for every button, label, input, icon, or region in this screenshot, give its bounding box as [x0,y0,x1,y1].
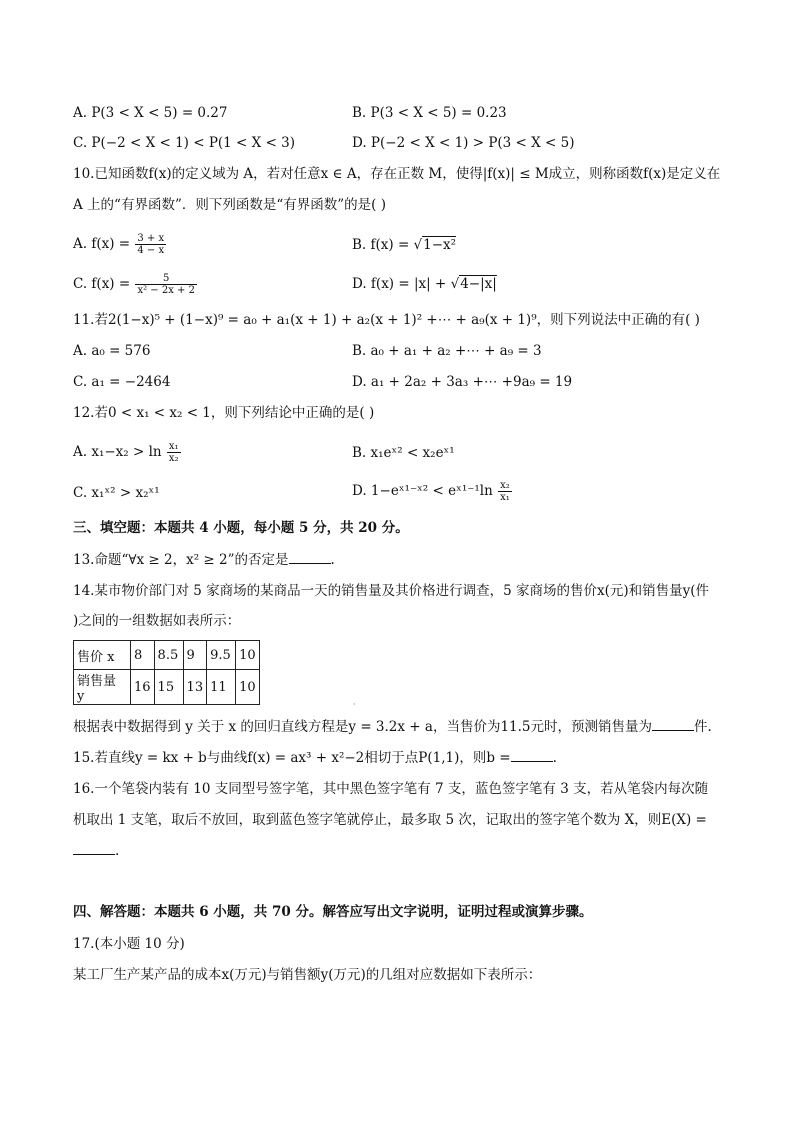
q12-d-denominator: x₁ [500,492,510,503]
q10-c-denominator: x² − 2x + 2 [137,285,195,296]
q10-a-denominator: 4 − x [137,245,165,256]
table-cell: 销售量 y [74,670,131,705]
q12-option-a [73,441,182,464]
q14-data-table [73,640,260,705]
table-cell: 9 [183,641,207,670]
q16-line1: 16.一个笔袋内装有 10 支同型号签字笔，其中黑色签字笔有 7 支，蓝色签字笔有 3 支，若从笔袋内每次随 [73,781,709,797]
table-cell: 13 [183,670,207,705]
table-cell: 10 [236,670,260,705]
q14-line3 [73,718,712,736]
q10-a-numerator: 3 + x [137,233,165,244]
q10-option-a [73,233,167,256]
table-cell: 16 [131,670,155,705]
q10-c-prefix: C. f(x) = [73,276,131,292]
q12-a-fraction [167,441,181,464]
section4-heading: 四、解答题：本题共 6 小题，共 70 分。解答应写出文字说明，证明过程或演算步骤。 [73,904,593,920]
q12-a-numerator: x₁ [168,441,179,452]
q13-text: 13.命题“∀x ≥ 2，x² ≥ 2”的否定是 [73,552,289,568]
answer-blank[interactable] [73,842,115,855]
q10-c-numerator: 5 [135,273,197,285]
answer-blank[interactable] [289,551,331,564]
q9-option-b: B. P(3 < X < 5) = 0.23 [352,105,507,121]
q11-option-a: A. a₀ = 576 [73,343,151,359]
sqrt-icon: √ [413,237,423,253]
sqrt-icon: √ [450,276,460,292]
q10-option-b [352,236,456,254]
answer-blank[interactable] [652,718,694,731]
table-cell: 11 [207,670,236,705]
q17-title: 17.(本小题 10 分) [73,936,185,952]
q10-option-c [73,273,198,296]
q14-line2: )之间的一组数据如表所示： [73,613,241,629]
q15 [73,749,557,767]
q12-a-denominator: x₂ [168,453,179,464]
q9-option-a: A. P(3 < X < 5) = 0.27 [73,105,228,121]
q15-end: . [552,750,557,766]
answer-blank[interactable] [511,749,553,762]
q9-option-d: D. P(−2 < X < 1) > P(3 < X < 5) [352,135,575,151]
q10-stem-line2: A 上的“有界函数”．则下列函数是“有界函数”的是( ) [73,197,386,213]
q10-c-fraction [135,273,197,296]
table-row [74,641,260,670]
table-cell: 10 [236,641,260,670]
q11-option-d: D. a₁ + 2a₂ + 3a₃ +⋯ +9a₉ = 19 [352,374,573,390]
q14-line3-text: 根据表中数据得到 y 关于 x 的回归直线方程是y = 3.2x + a，当售价为11.5元时，预测销售量为 [73,719,653,735]
q11-option-c: C. a₁ = −2464 [73,374,171,390]
table-cell: 8 [131,641,155,670]
q15-text: 15.若直线y = kx + b与曲线f(x) = ax³ + x²−2相切于点P(1,1)，则b = [73,750,511,766]
q12-d-prefix: D. 1−eˣ¹⁻ˣ² < eˣ¹⁻¹ln [352,483,493,499]
q16-line3 [73,842,119,860]
q9-option-c: C. P(−2 < X < 1) < P(1 < X < 3) [73,135,296,151]
q16-line2: 机取出 1 支笔，取后不放回，取到蓝色签字笔就停止，最多取 5 次，记取出的签字笔个数为 X，则E(X) = [73,812,707,828]
q13-end: . [330,552,335,568]
q10-b-radicand: 1−x² [423,237,457,253]
q12-stem: 12.若0 < x₁ < x₂ < 1，则下列结论中正确的是( ) [73,405,375,421]
table-cell: 9.5 [207,641,236,670]
q16-end: . [115,843,120,859]
table-row [74,670,260,705]
q14-line1: 14.某市物价部门对 5 家商场的某商品一天的销售量及其价格进行调查，5 家商场的售价x(元)和销售量y(件 [73,583,710,599]
table-cell: 8.5 [154,641,183,670]
q12-option-d [352,480,513,503]
q12-option-b: B. x₁eˣ² < x₂eˣ¹ [352,445,455,461]
q10-d-prefix: D. f(x) = |x| + [352,276,447,292]
q10-b-prefix: B. f(x) = [352,237,410,253]
q17-text: 某工厂生产某产品的成本x(万元)与销售额y(万元)的几组对应数据如下表所示： [73,967,542,983]
q14-line3-end: 件. [694,719,712,735]
q10-a-fraction [135,233,166,256]
table-cell: 15 [154,670,183,705]
section3-heading: 三、填空题：本题共 4 小题，每小题 5 分，共 20 分。 [73,520,409,536]
q11-option-b: B. a₀ + a₁ + a₂ +⋯ + a₉ = 3 [352,343,542,359]
q10-d-radicand: 4−|x| [460,276,497,292]
q13 [73,551,335,569]
q12-a-prefix: A. x₁−x₂ > ln [73,444,162,460]
q10-a-prefix: A. f(x) = [73,236,131,252]
q12-d-fraction [498,480,512,503]
q11-stem: 11.若2(1−x)⁵ + (1−x)⁹ = a₀ + a₁(x + 1) + a₂(x + 1)² +⋯ + a₉(x + 1)⁹，则下列说法中正确的有( ) [73,312,700,328]
table-cell: 售价 x [74,641,131,670]
q12-option-c: C. x₁ˣ² > x₂ˣ¹ [73,485,160,501]
q10-option-d [352,275,497,293]
q10-stem-line1: 10.已知函数f(x)的定义域为 A，若对任意x ∈ A，存在正数 M，使得|f(x)| ≤ M成立，则称函数f(x)是定义在 [73,166,721,182]
stray-mark: · [353,700,356,709]
q12-d-numerator: x₂ [500,480,510,491]
